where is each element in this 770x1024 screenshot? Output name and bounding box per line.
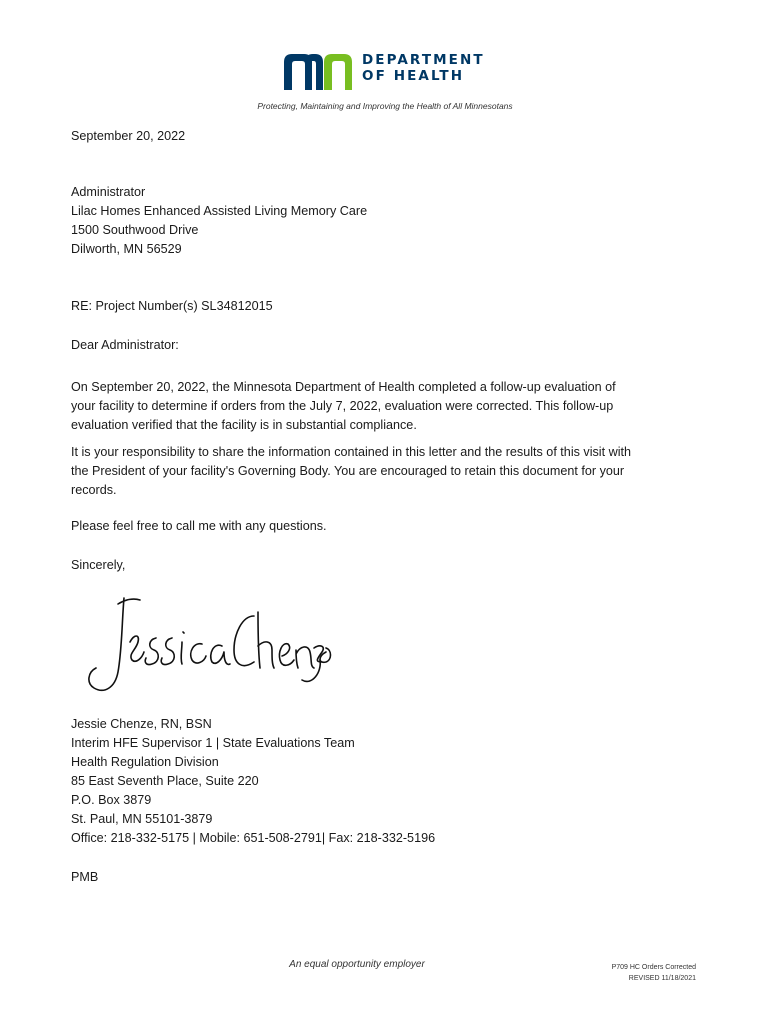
signer-block (71, 715, 711, 848)
equal-opportunity-statement: An equal opportunity employer (289, 959, 425, 970)
paragraph-2 (71, 443, 711, 500)
paragraph-line: evaluation verified that the facility is in substantial compliance. (71, 418, 417, 432)
recipient-line: Administrator (71, 185, 146, 199)
paragraph-line: your facility to determine if orders from the July 7, 2022, evaluation were corrected. This follow-up (71, 399, 614, 413)
department-line-1: DEPARTMENT (362, 52, 485, 68)
signer-line: 85 East Seventh Place, Suite 220 (71, 774, 259, 788)
re-line: RE: Project Number(s) SL34812015 (71, 299, 273, 313)
signer-line: Health Regulation Division (71, 755, 219, 769)
paragraph-line: the President of your facility's Governing Body. You are encouraged to retain this document for your (71, 464, 625, 478)
form-id: P709 HC Orders Corrected (611, 964, 696, 971)
department-line-2: OF HEALTH (362, 68, 465, 84)
recipient-line: Dilworth, MN 56529 (71, 242, 182, 256)
mdh-logo (284, 50, 494, 90)
typist-initials: PMB (71, 870, 99, 884)
paragraph-line: On September 20, 2022, the Minnesota Department of Health completed a follow-up evaluation of (71, 380, 616, 394)
form-identifier (612, 962, 696, 984)
signer-line: Office: 218-332-5175 | Mobile: 651-508-2791| Fax: 218-332-5196 (71, 831, 436, 845)
mn-logo-mark (284, 50, 356, 90)
signer-line: St. Paul, MN 55101-3879 (71, 812, 213, 826)
paragraph-3: Please feel free to call me with any questions. (71, 519, 327, 533)
signer-line: P.O. Box 3879 (71, 793, 152, 807)
salutation: Dear Administrator: (71, 338, 179, 352)
signer-line: Jessie Chenze, RN, BSN (71, 717, 212, 731)
signer-line: Interim HFE Supervisor 1 | State Evaluations Team (71, 736, 355, 750)
closing: Sincerely, (71, 558, 126, 572)
form-revision: REVISED 11/18/2021 (628, 975, 696, 982)
letter-date: September 20, 2022 (71, 129, 186, 143)
paragraph-1 (71, 378, 711, 435)
recipient-line: 1500 Southwood Drive (71, 223, 199, 237)
handwritten-signature (82, 590, 332, 700)
recipient-address (71, 183, 711, 259)
paragraph-line: records. (71, 483, 117, 497)
recipient-line: Lilac Homes Enhanced Assisted Living Memory Care (71, 204, 368, 218)
paragraph-line: It is your responsibility to share the information contained in this letter and the results of this visit with (71, 445, 631, 459)
tagline: Protecting, Maintaining and Improving the Health of All Minnesotans (257, 101, 513, 111)
